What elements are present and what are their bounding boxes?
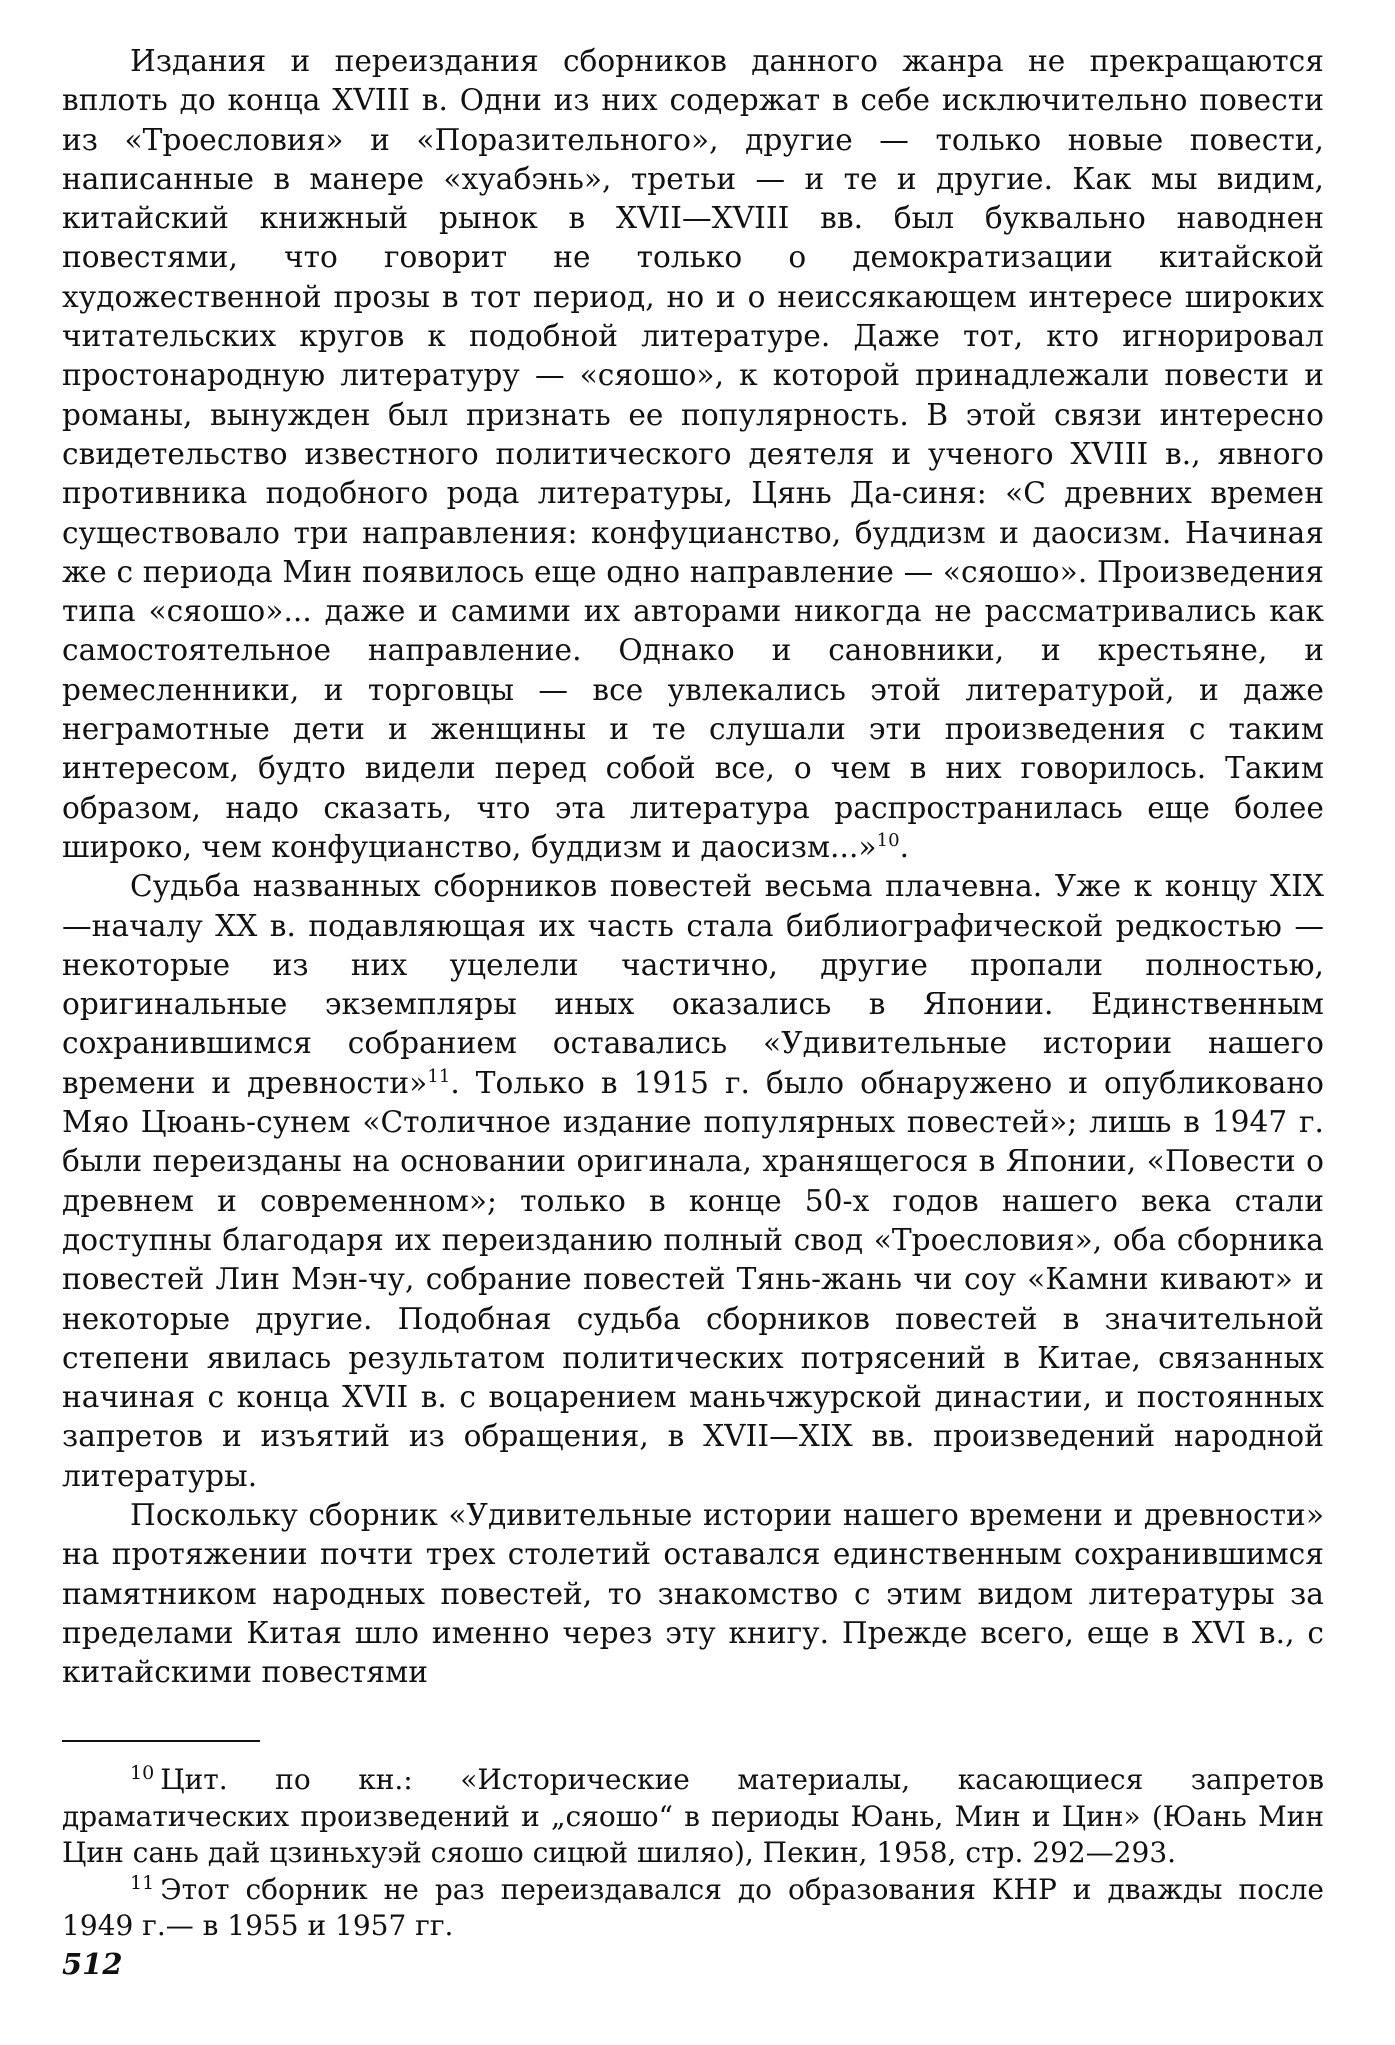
footnote-divider	[62, 1740, 260, 1742]
footnote-ref-10: 10	[876, 830, 900, 852]
book-page	[62, 42, 1324, 2002]
paragraph-2	[62, 867, 1324, 1496]
paragraph-2-tail: . Только в 1915 г. было обнаружено и опубликовано Мяо Цюань-сунем «Столичное издание популярных повестей»; лишь в 1947 г. были переизданы на основании оригинала, хранящегося в Японии, «Повести о древнем и современном»; только в конце 50-х годов нашего века стали доступны благодаря их переизданию полный свод «Троесловия», оба сборника повестей Лин Мэн-чу, собрание повестей Тянь-жань чи соу «Камни кивают» и некоторые другие. Подобная судьба сборников повестей в значительной степени явилась результатом политических потрясений в Китае, связанных начиная с конца XVII в. с воцарением маньчжурской династии, и постоянных запретов и изъятий из обращения, в XVII—XIX вв. произведений народной литературы.	[62, 1065, 1324, 1493]
paragraph-2-text: Судьба названных сборников повестей весьма плачевна. Уже к концу XIX—началу XX в. подавляющая их часть стала библиографической редкостью — некоторые из них уцелели частично, другие пропали полностью, оригинальные экземпляры иных оказались в Японии. Единственным сохранившимся собранием оставались «Удивительные истории нашего времени и древности»	[62, 869, 1324, 1100]
footnote-11-text: Этот сборник не раз переиздавался до образования КНР и дважды после 1949 г.— в 1955 и 1957 гг.	[62, 1872, 1324, 1943]
footnote-11	[62, 1872, 1324, 1945]
paragraph-1	[62, 42, 1324, 867]
footnote-11-number: 11	[130, 1871, 155, 1894]
paragraph-3	[62, 1496, 1324, 1692]
footnote-10-text: Цит. по кн.: «Исторические материалы, касающиеся запретов драматических произведений и „сяошо“ в периоды Юань, Мин и Цин» (Юань Мин Цин сань дай цзиньхуэй сяошо сицюй шиляо), Пекин, 1958, стр. 292—293.	[62, 1763, 1324, 1870]
page-number: 512	[62, 1947, 123, 1981]
paragraph-1-tail: .	[899, 829, 910, 864]
footnote-ref-11: 11	[427, 1065, 451, 1087]
footnote-10	[62, 1762, 1324, 1872]
main-text	[62, 42, 1324, 1692]
paragraph-3-text: Поскольку сборник «Удивительные истории нашего времени и древности» на протяжении почти трех столетий оставался единственным сохранившимся памятником народных повестей, то знакомство с этим видом литературы за пределами Китая шло именно через эту книгу. Прежде всего, еще в XVI в., с китайскими повестями	[62, 1497, 1324, 1690]
footnote-10-number: 10	[130, 1762, 155, 1785]
footnotes	[62, 1762, 1324, 1945]
paragraph-1-text: Издания и переиздания сборников данного жанра не прекращаются вплоть до конца XVIII в. Одни из них содержат в себе исключительно повести из «Троесловия» и «Поразительного», другие — только новые повести, написанные в манере «хуабэнь», третьи — и те и другие. Как мы видим, китайский книжный рынок в XVII—XVIII вв. был буквально наводнен повестями, что говорит не только о демократизации китайской художественной прозы в тот период, но и о неиссякающем интересе широких читательских кругов к подобной литературе. Даже тот, кто игнорировал простонародную литературу — «сяошо», к которой принадлежали повести и романы, вынужден был признать ее популярность. В этой связи интересно свидетельство известного политического деятеля и ученого XVIII в., явного противника подобного рода литературы, Цянь Да-синя: «С древних времен существовало три направления: конфуцианство, буддизм и даосизм. Начиная же с периода Мин появилось еще одно направление — «сяошо». Произведения типа «сяошо»... даже и самими их авторами никогда не рассматривались как самостоятельное направление. Однако и сановники, и крестьяне, и ремесленники, и торговцы — все увлекались этой литературой, и даже неграмотные дети и женщины и те слушали эти произведения с таким интересом, будто видели перед собой все, о чем в них говорилось. Таким образом, надо сказать, что эта литература распространилась еще более широко, чем конфуцианство, буддизм и даосизм...»	[62, 44, 1324, 864]
